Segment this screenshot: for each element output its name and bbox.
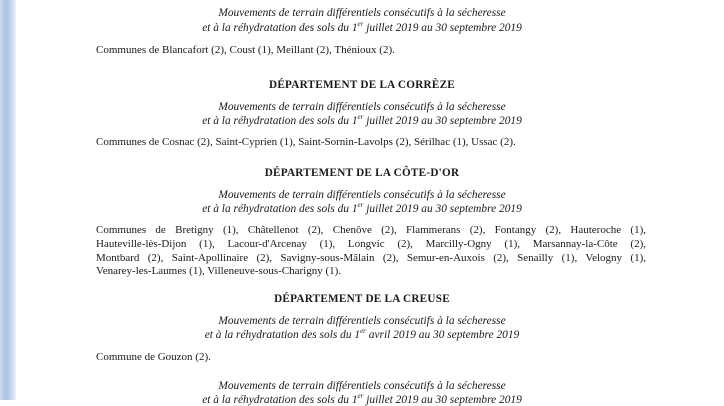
section-caption: Mouvements de terrain différentiels consécutifs à la sécheresse [218,101,506,113]
communes-list: Communes de Cosnac (2), Saint-Cyprien (1), Saint-Sornin-Lavolps (2), Sérilhac (1), Ussac (2). [96,136,516,148]
section-caption: Mouvements de terrain différentiels consécutifs à la sécheresse [218,380,506,392]
department-heading-cote-dor: DÉPARTEMENT DE LA CÔTE-D'OR [264,167,460,179]
section-caption-dates: et à la réhydratation des sols du 1er juillet 2019 au 30 septembre 2019 [202,392,522,406]
section-caption-dates: et à la réhydratation des sols du 1er juillet 2019 au 30 septembre 2019 [202,20,522,34]
communes-list-line: Montbard (2), Saint-Apollinaire (2), Savigny-sous-Mâlain (2), Semur-en-Auxois (2), Senailly (1), Velogny (1), [96,252,646,264]
section-caption: Mouvements de terrain différentiels consécutifs à la sécheresse [218,7,506,19]
department-heading-creuse: DÉPARTEMENT DE LA CREUSE [274,293,450,305]
communes-list-line: Communes de Bretigny (1), Châtellenot (2), Chenôve (2), Flammerans (2), Fontangy (2), Hauteroche (1), [96,224,646,236]
section-caption: Mouvements de terrain différentiels consécutifs à la sécheresse [218,189,506,201]
department-heading-correze: DÉPARTEMENT DE LA CORRÈZE [268,79,456,91]
communes-list-line: Venarey-les-Laumes (1), Villeneuve-sous-Charigny (1). [96,265,342,277]
communes-list: Communes de Blancafort (2), Coust (1), Meillant (2), Thénioux (2). [96,44,395,56]
section-caption-dates: et à la réhydratation des sols du 1er avril 2019 au 30 septembre 2019 [204,327,520,341]
section-caption: Mouvements de terrain différentiels consécutifs à la sécheresse [218,315,506,327]
section-caption-dates: et à la réhydratation des sols du 1er juillet 2019 au 30 septembre 2019 [202,113,522,127]
communes-list-line: Hauteville-lès-Dijon (1), Lacour-d'Arcenay (1), Longvic (2), Marcilly-Ogny (1), Marsannay-la-Côte (2), [96,238,646,250]
section-caption-dates: et à la réhydratation des sols du 1er juillet 2019 au 30 septembre 2019 [202,201,522,215]
communes-list: Commune de Gouzon (2). [96,351,211,363]
